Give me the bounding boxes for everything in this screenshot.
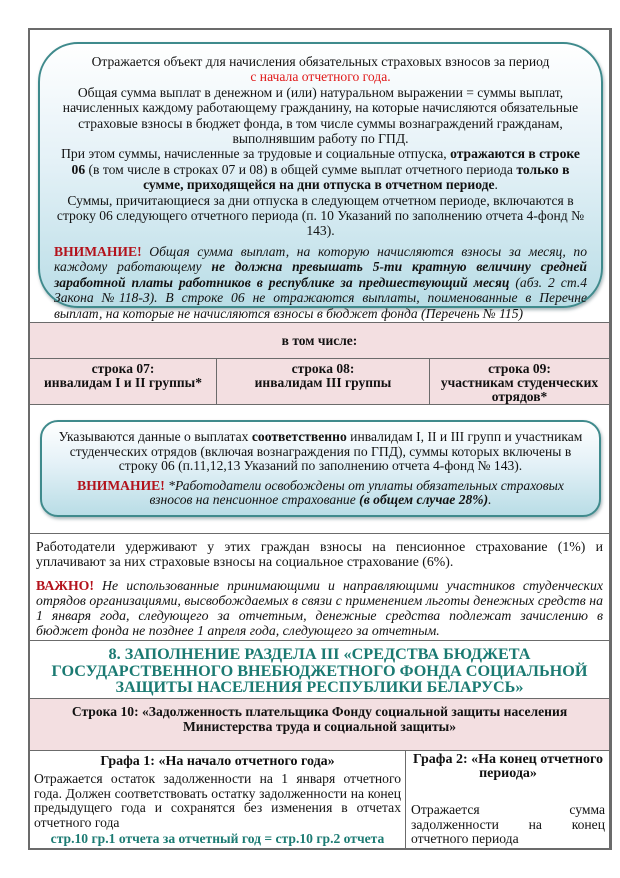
graph-2-cell: [406, 751, 609, 848]
row-graphs: [30, 751, 609, 848]
callout-paragraph: При этом суммы, начисленные за трудовые и социальные отпуска, отражаются в строке 06 (в том числе в строках 07 и 08) в общей сумме выплат отчетного периода только в сумме, приходящейся на дни отпуска в отчетном периоде.: [61, 146, 580, 193]
callout-line: Отражается объект для начисления обязательных страховых взносов за период с начала отчетного года.: [91, 54, 550, 85]
highlight-period: с начала отчетного года.: [250, 69, 391, 85]
info-callout-lines: [40, 420, 601, 517]
important-label: ВАЖНО!: [36, 578, 94, 593]
graph-2-text: Отражается сумма задолженности на конец отчетного периода: [411, 802, 605, 846]
column-line-09: строка 09: участникам студенческих отрядов*: [440, 361, 599, 404]
row-main-info: [30, 42, 609, 323]
callout-paragraph: Суммы, причитающиеся за дни отпуска в следующем отчетном периоде, включаются в строку 06 следующего отчетного периода (п. 10 Указаний по заполнению отчета 4-фонд № 143).: [56, 192, 585, 239]
attention-label: ВНИМАНИЕ!: [77, 477, 165, 493]
callout-paragraph: Общая сумма выплат в денежном и (или) натуральном выражении = суммы выплат, начисленных каждому работающему гражданину, на которые начисляются обязательные страховые взносы в бюджет фонда, в том числе суммы вознаграждений гражданам, выполнявшим работу по ГПД.: [62, 84, 579, 147]
attention-label: ВНИМАНИЕ!: [54, 243, 142, 259]
row-10-header: Строка 10: «Задолженность плательщика Фонду социальной защиты населения Министерства труда и социальной защиты»: [30, 699, 609, 751]
graph-1-text: Отражается остаток задолженности на 1 января отчетного года. Должен соответствовать остатку задолженности на конец предыдущего года и сохранятся без изменения в отчетах отчетного года: [34, 771, 401, 830]
important-note: ВАЖНО! Не использованные принимающими и направляющими участников студенческих отрядов организациями, высвобождаемых в связи с применением льготы денежных средств на 1 января года, следующего за отчетным, денежные средства подлежат зачислению в бюджет фонда не позднее 1 апреля года, следующего за отчетным.: [36, 578, 603, 638]
including-header: в том числе:: [30, 323, 609, 359]
column-line-08: строка 08: инвалидам III группы: [217, 359, 430, 404]
row-lines-info: [30, 420, 609, 534]
row-contributions-text: [30, 534, 609, 641]
attention-note: ВНИМАНИЕ! *Работодатели освобождены от уплаты обязательных страховых взносов на пенсионное страхование (в общем случае 28%).: [77, 477, 564, 508]
document-sheet: [28, 28, 612, 850]
callout-paragraph: Указываются данные о выплатах соответственно инвалидам I, II и III групп и участникам студенческих отрядов (включая вознаграждения по ГПД), суммы которых включены в строку 06 (п.11,12,13 Указаний по заполнению отчета 4-фонд № 143).: [58, 429, 583, 474]
graph-1-title: Графа 1: «На начало отчетного года»: [100, 754, 335, 769]
section-heading: 8. ЗАПОЛНЕНИЕ РАЗДЕЛА III «СРЕДСТВА БЮДЖЕТА ГОСУДАРСТВЕННОГО ВНЕБЮДЖЕТНОГО ФОНДА СОЦИАЛЬНОЙ ЗАЩИТЫ НАСЕЛЕНИЯ РЕСПУБЛИКИ БЕЛАРУСЬ»: [30, 641, 609, 699]
graph-2-title: Графа 2: «На конец отчетного периода»: [412, 752, 604, 781]
graph-1-cell: [30, 751, 406, 848]
contributions-paragraph: Работодатели удерживают у этих граждан взносы на пенсионное страхование (1%) и уплачивают за них страховые взносы на социальное страхование (6%).: [36, 539, 603, 569]
graph-1-formula: стр.10 гр.1 отчета за отчетный год = стр.10 гр.2 отчета: [50, 831, 385, 846]
attention-note: ВНИМАНИЕ! Общая сумма выплат, на которую начисляются взносы за месяц, по каждому работающему не должна превышать 5-ти кратную величину средней заработной платы работников в республике за предшествующий месяц (абз. 2 ст.4 Закона №118-З). В строке 06 не отражаются выплаты, поименованные в Перечне выплат, на которые не начисляются взносы в бюджет фонда (Перечень № 115): [54, 243, 588, 321]
column-line-07: строка 07: инвалидам I и II группы*: [30, 359, 217, 404]
info-callout-main: [38, 42, 603, 321]
line-columns: [30, 359, 609, 405]
